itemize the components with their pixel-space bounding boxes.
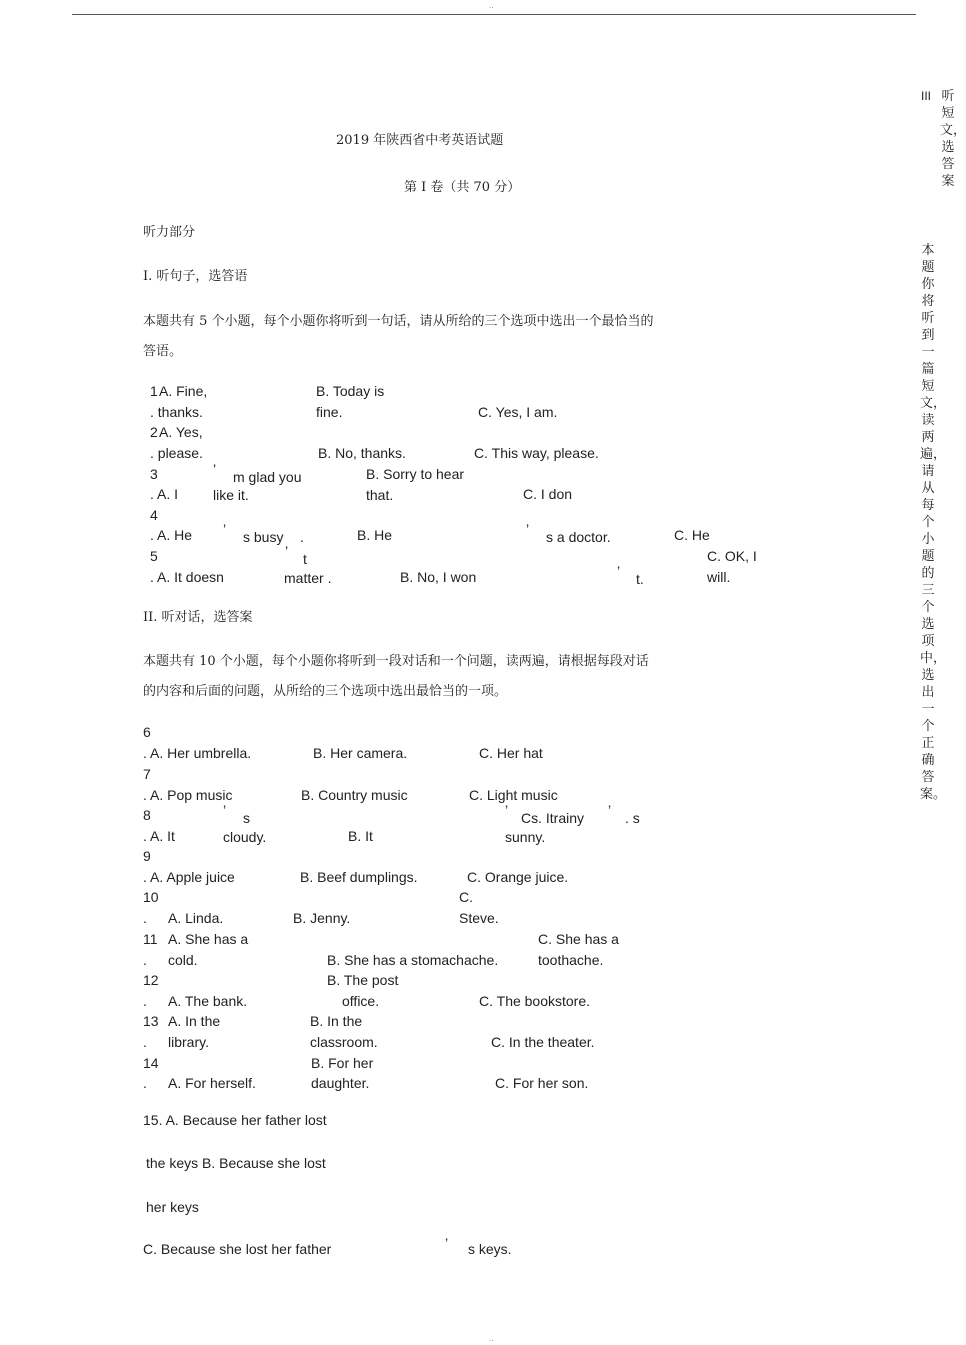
part1-option-fragment: . bbox=[300, 529, 304, 545]
part2-option-fragment: B. For her bbox=[311, 1055, 374, 1071]
part2-option-fragment: ’ bbox=[223, 802, 227, 818]
part2-option-fragment: A. For herself. bbox=[168, 1075, 256, 1091]
part2-option-fragment: A. In the bbox=[168, 1013, 221, 1029]
part2-option-fragment: office. bbox=[342, 993, 380, 1009]
part2-option-fragment: 11 bbox=[143, 931, 158, 947]
part1-instruction-line2: 答语。 bbox=[143, 344, 183, 359]
part2-option-fragment: B. She has a stomachache. bbox=[327, 952, 499, 968]
part2-option-fragment: . A. Apple juice bbox=[143, 869, 235, 885]
part2-option-fragment: 10 bbox=[143, 889, 159, 905]
part2-option-fragment: classroom. bbox=[310, 1034, 378, 1050]
part1-option-fragment: C. Yes, I am. bbox=[478, 404, 558, 420]
part1-option-fragment: 1 bbox=[150, 383, 158, 399]
section-listening: 听力部分 bbox=[143, 225, 196, 240]
part2-option-fragment: . bbox=[143, 993, 147, 1009]
part1-option-fragment: B. No, thanks. bbox=[318, 445, 406, 461]
part2-option-fragment: 6 bbox=[143, 724, 151, 740]
part2-option-fragment: 8 bbox=[143, 807, 151, 823]
part2-option-fragment: C. Her hat bbox=[479, 745, 543, 761]
part2-option-fragment: 12 bbox=[143, 972, 159, 988]
part2-option-fragment: s bbox=[243, 810, 250, 826]
part1-option-fragment: t. bbox=[636, 571, 644, 587]
exam-title: 2019 年陕西省中考英语试题 bbox=[336, 133, 504, 148]
part2-option-fragment: 14 bbox=[143, 1055, 159, 1071]
q15-option-fragment: her keys bbox=[146, 1199, 199, 1215]
part2-option-fragment: Steve. bbox=[459, 910, 499, 926]
part2-instruction-line1: 本题共有 10 个小题，每个小题你将听到一段对话和一个问题，读两遍，请根据每段对话 bbox=[143, 654, 649, 669]
part2-option-fragment: cold. bbox=[168, 952, 198, 968]
part1-option-fragment: A. Yes, bbox=[159, 424, 203, 440]
part1-option-fragment: 2 bbox=[150, 424, 158, 440]
part2-option-fragment: B. Country music bbox=[301, 787, 408, 803]
part1-option-fragment: B. Sorry to hear bbox=[366, 466, 465, 482]
part1-option-fragment: ’ bbox=[617, 563, 621, 579]
part2-option-fragment: C. She has a bbox=[538, 931, 619, 947]
part1-option-fragment: ’ bbox=[526, 521, 530, 537]
q15-option-fragment: 15. A. Because her father lost bbox=[143, 1112, 327, 1128]
part2-option-fragment: C. Orange juice. bbox=[467, 869, 569, 885]
part2-option-fragment: A. Linda. bbox=[168, 910, 224, 926]
part1-option-fragment: . A. I bbox=[150, 486, 179, 502]
header-mark: .. bbox=[489, 2, 494, 10]
part2-heading: II. 听对话，选答案 bbox=[143, 610, 253, 625]
part1-option-fragment: . A. He bbox=[150, 527, 193, 543]
part3-instruction-vertical: 本题你将听到一篇短文，读两遍，请从每个小题的三个选项中，选出一个正确答案。 bbox=[920, 243, 947, 802]
volume-heading: 第 I 卷（共 70 分） bbox=[404, 180, 521, 195]
part1-option-fragment: that. bbox=[366, 487, 394, 503]
part1-option-fragment: matter . bbox=[284, 570, 332, 586]
part2-option-fragment: . s bbox=[625, 810, 640, 826]
footer-mark: .. bbox=[489, 1335, 494, 1343]
part2-option-fragment: ’ bbox=[608, 802, 612, 818]
part1-option-fragment: ’ bbox=[285, 543, 289, 559]
part1-option-fragment: C. OK, I bbox=[707, 548, 757, 564]
part1-option-fragment: C. This way, please. bbox=[474, 445, 599, 461]
part2-option-fragment: ’ bbox=[505, 802, 509, 818]
part2-option-fragment: toothache. bbox=[538, 952, 604, 968]
part1-option-fragment: will. bbox=[707, 569, 731, 585]
part2-option-fragment: Cs. Itrainy bbox=[521, 810, 585, 826]
part1-heading: I. 听句子，选答语 bbox=[143, 269, 248, 284]
part1-option-fragment: like it. bbox=[213, 487, 249, 503]
part1-option-fragment: B. No, I won bbox=[400, 569, 477, 585]
q15-option-fragment: s keys. bbox=[468, 1241, 512, 1257]
top-rule bbox=[72, 14, 916, 15]
part2-option-fragment: B. Beef dumplings. bbox=[300, 869, 418, 885]
part1-option-fragment: m glad you bbox=[233, 469, 302, 485]
part2-option-fragment: C. The bookstore. bbox=[479, 993, 591, 1009]
part2-option-fragment: . bbox=[143, 952, 147, 968]
part2-option-fragment: A. She has a bbox=[168, 931, 249, 947]
part2-option-fragment: C. bbox=[459, 889, 473, 905]
part2-option-fragment: cloudy. bbox=[223, 829, 267, 845]
part2-instruction-line2: 的内容和后面的问题，从所给的三个选项中选出最恰当的一项。 bbox=[143, 684, 508, 699]
part1-option-fragment: B. He bbox=[357, 527, 393, 543]
part2-option-fragment: . A. Pop music bbox=[143, 787, 233, 803]
part3-heading-vertical: 听短文，选答案 bbox=[940, 89, 966, 189]
part1-option-fragment: . please. bbox=[150, 445, 203, 461]
part2-option-fragment: . bbox=[143, 910, 147, 926]
part2-option-fragment: B. Jenny. bbox=[293, 910, 351, 926]
part1-option-fragment: A. Fine, bbox=[159, 383, 208, 399]
part2-option-fragment: A. The bank. bbox=[168, 993, 248, 1009]
q15-option-fragment: the keys B. Because she lost bbox=[146, 1155, 326, 1171]
q15-option-fragment: ’ bbox=[445, 1235, 449, 1251]
part2-option-fragment: . A. Her umbrella. bbox=[143, 745, 252, 761]
part2-option-fragment: C. Light music bbox=[469, 787, 558, 803]
part2-option-fragment: library. bbox=[168, 1034, 209, 1050]
part2-option-fragment: . A. It bbox=[143, 828, 175, 844]
part1-option-fragment: 5 bbox=[150, 548, 158, 564]
part2-option-fragment: B. The post bbox=[327, 972, 399, 988]
part1-option-fragment: . A. It doesn bbox=[150, 569, 224, 585]
part2-option-fragment: daughter. bbox=[311, 1075, 370, 1091]
part2-option-fragment: B. It bbox=[348, 828, 373, 844]
part2-option-fragment: C. For her son. bbox=[495, 1075, 589, 1091]
part1-option-fragment: s busy bbox=[243, 529, 284, 545]
part1-option-fragment: C. I don bbox=[523, 486, 573, 502]
part1-option-fragment: ’ bbox=[223, 521, 227, 537]
part2-option-fragment: . bbox=[143, 1034, 147, 1050]
part2-option-fragment: B. Her camera. bbox=[313, 745, 408, 761]
part1-option-fragment: ’ bbox=[213, 461, 217, 477]
part1-option-fragment: 4 bbox=[150, 507, 158, 523]
part1-option-fragment: B. Today is bbox=[316, 383, 385, 399]
part1-option-fragment: C. He bbox=[674, 527, 710, 543]
part1-option-fragment: . thanks. bbox=[150, 404, 203, 420]
part1-option-fragment: s a doctor. bbox=[546, 529, 611, 545]
part2-option-fragment: 13 bbox=[143, 1013, 159, 1029]
q15-option-fragment: C. Because she lost her father bbox=[143, 1241, 332, 1257]
part2-option-fragment: B. In the bbox=[310, 1013, 363, 1029]
part2-option-fragment: C. In the theater. bbox=[491, 1034, 595, 1050]
part1-instruction-line1: 本题共有 5 个小题，每个小题你将听到一句话，请从所给的三个选项中选出一个最恰当的 bbox=[143, 314, 654, 329]
part3-roman: III bbox=[921, 89, 932, 103]
part2-option-fragment: 9 bbox=[143, 848, 151, 864]
part2-option-fragment: . bbox=[143, 1075, 147, 1091]
part2-option-fragment: 7 bbox=[143, 766, 151, 782]
part2-option-fragment: sunny. bbox=[505, 829, 546, 845]
part1-option-fragment: fine. bbox=[316, 404, 343, 420]
part1-option-fragment: 3 bbox=[150, 466, 158, 482]
part1-option-fragment: t bbox=[303, 551, 307, 567]
